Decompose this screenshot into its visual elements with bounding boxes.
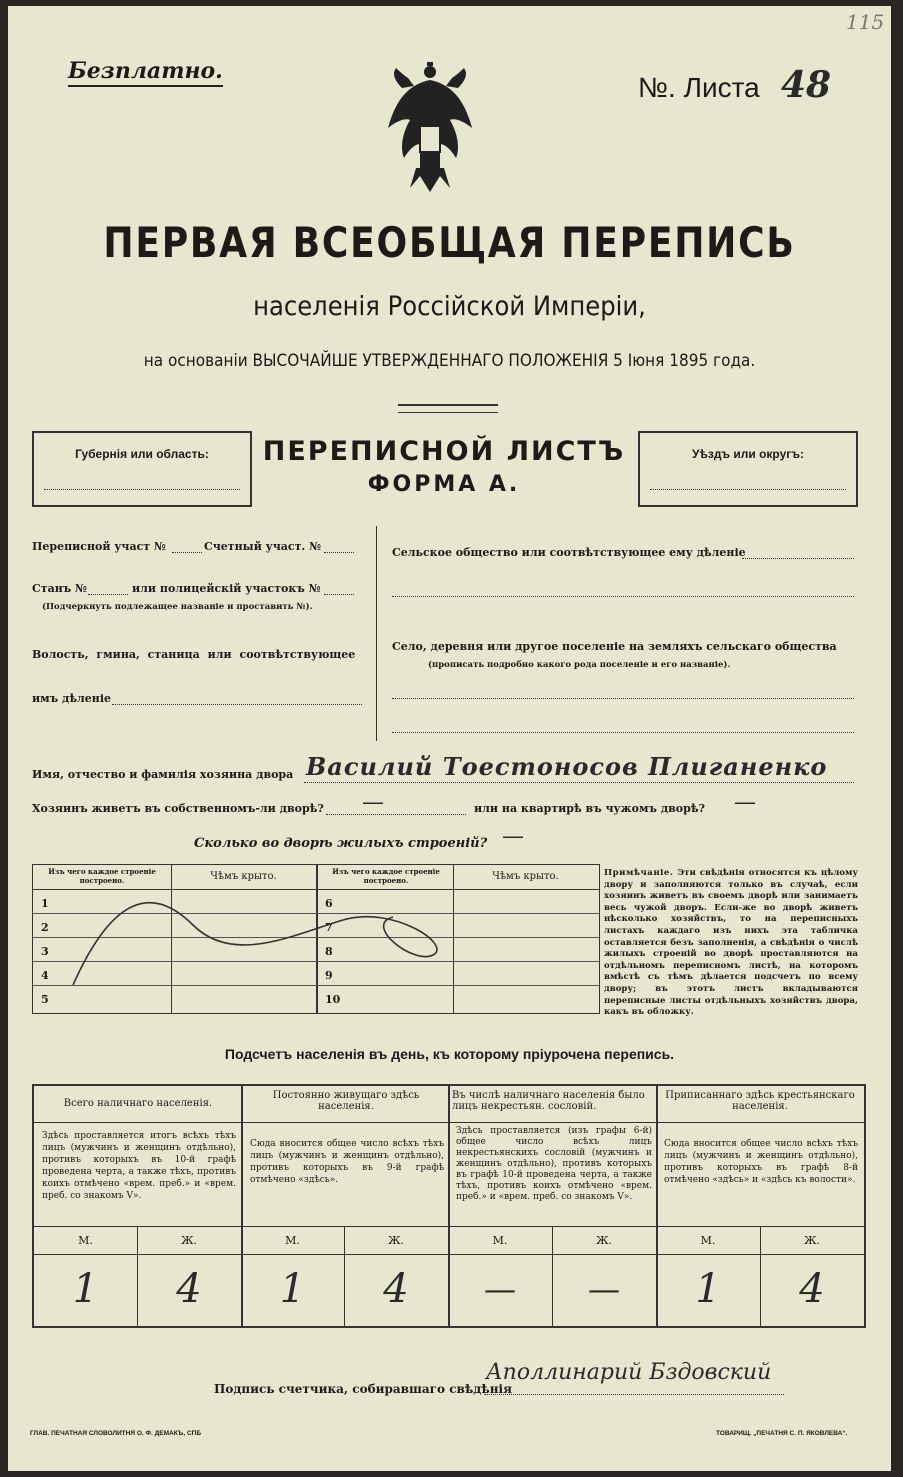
count-table (32, 1084, 866, 1328)
uezd-box (638, 431, 858, 507)
buildings-note-text: Эти свѣдѣнія относятся къ цѣлому двору и заполняются только въ случаѣ, если хозяинъ живетъ въ своемъ дворѣ или занимаетъ весь чужой дворъ. Если-же во дворѣ живетъ нѣсколько хозяйствъ, то на переписныхъ листахъ каждаго изъ нихъ эта табличка оставляется безъ заполненія, а свѣдѣнія о числѣ жилыхъ строеній во дворѣ проставляются на отдѣльномъ переписномъ листѣ, на которомъ вмѣстѣ съ тѣмъ дѣлается подсчетъ по всему двору; въ этотъ листъ вкладываются переписные листы отдѣльныхъ хозяйствъ двора, какъ въ обложку. (604, 868, 859, 1018)
count-col3-m-head: М. (492, 1234, 508, 1247)
count-col1-zh-head: Ж. (181, 1234, 197, 1247)
stan-note: (Подчеркнуть подлежащее названіе и проставить №). (42, 602, 313, 612)
police-label: или полицейскій участокъ № (132, 582, 321, 595)
uezd-field[interactable] (650, 489, 846, 490)
buildings-row-num: 10 (325, 993, 341, 1006)
uchast-field[interactable] (172, 552, 202, 553)
count-col1-zh-value[interactable]: 4 (176, 1266, 202, 1312)
own-yard-label: Хозяинъ живетъ въ собственномъ-ли дворѣ? (32, 802, 324, 815)
owner-label: Имя, отчество и фамилія хозяина двора (32, 768, 294, 781)
schet-field[interactable] (324, 552, 354, 553)
count-col3-zh-value[interactable]: — (588, 1270, 620, 1308)
buildings-col2-head-right: Чѣмъ крыто. (492, 871, 559, 882)
form-legal-basis: на основаніи ВЫСОЧАЙШЕ УТВЕРЖДЕННАГО ПОЛОЖЕНІЯ 5 Іюня 1895 года. (143, 351, 756, 371)
count-col2-zh-value[interactable]: 4 (383, 1266, 409, 1312)
buildings-row-num: 1 (41, 897, 49, 910)
count-col4-desc: Сюда вносится общее число всѣхъ тѣхъ лицъ (мужчинъ и женщинъ отдѣльно), противъ которыхъ въ графѣ 8-й отмѣчено «здѣсь» и «здѣсь къ волости». (664, 1139, 858, 1185)
buildings-row-num: 8 (325, 945, 333, 958)
buildings-table (32, 864, 600, 1014)
count-col4-m-head: М. (700, 1234, 716, 1247)
buildings-note (604, 868, 858, 1019)
form-main-title: ПЕРВАЯ ВСЕОБЩАЯ ПЕРЕПИСЬ (103, 218, 796, 267)
count-col3-m-value[interactable]: — (484, 1270, 516, 1308)
buildings-value[interactable]: — (502, 824, 524, 849)
cross-out-stroke (33, 865, 599, 1013)
count-col2-head: Постоянно живущаго здѣсь населенія. (272, 1090, 420, 1112)
volost-label-2: имъ дѣленіе (32, 692, 112, 705)
selskoe-label: Сельское общество или соотвѣтствующее ему дѣленіе (392, 546, 746, 559)
gubernia-label: Губернія или область: (75, 447, 209, 461)
volost-field[interactable] (112, 704, 362, 705)
owner-value[interactable]: Василий Тоестоносов Плиганенко (306, 752, 828, 781)
count-col1-desc: Здѣсь проставляется итогъ всѣхъ тѣхъ лицъ (мужчинъ и женщинъ отдѣльно), противъ которыхъ въ 10-й графѣ проведена черта, а также тѣхъ, противъ коихъ отмѣчено «врем. преб.» и «врем. преб. со знакомъ V». (42, 1131, 236, 1201)
buildings-row-num: 2 (41, 921, 49, 934)
corner-mark: 115 (846, 10, 885, 34)
location-divider (376, 526, 377, 741)
buildings-col1-head-right: Изъ чего каждое строеніе построено. (332, 867, 440, 885)
count-col3-zh-head: Ж. (596, 1234, 612, 1247)
count-col4-zh-value[interactable]: 4 (799, 1266, 825, 1312)
selskoe-field[interactable] (742, 558, 854, 559)
buildings-row-num: 3 (41, 945, 49, 958)
sheet-number-value: 48 (781, 64, 832, 106)
gubernia-box (32, 431, 252, 507)
count-col2-desc: Сюда вносится общее число всѣхъ тѣхъ лицъ (мужчинъ и женщинъ отдѣльно), противъ которыхъ въ 9-й графѣ отмѣчено «здѣсь». (250, 1139, 444, 1185)
free-label: Безплатно. (68, 58, 223, 87)
buildings-note-title: Примѣчаніе. (604, 868, 674, 878)
uezd-label: Уѣздъ или округъ: (691, 447, 805, 461)
buildings-row-num: 6 (325, 897, 333, 910)
rent-label: или на квартирѣ въ чужомъ дворѣ? (474, 802, 705, 815)
stan-field[interactable] (88, 594, 128, 595)
sheet-number-label: №. Листа (638, 72, 760, 103)
count-col4-zh-head: Ж. (804, 1234, 820, 1247)
stan-label: Станъ № (32, 582, 87, 595)
count-col3-desc: Здѣсь проставляется (изъ графы 6-й) общее число всѣхъ лицъ некрестьянскихъ сословій (мужчинъ и женщинъ отдѣльно), противъ которыхъ въ графѣ 10-й проведена черта, а также тѣхъ, противъ коихъ отмѣчено «врем. преб.» и «врем. преб. со знакомъ V». (456, 1126, 652, 1202)
buildings-row-num: 7 (325, 921, 333, 934)
volost-label: Волость, гмина, станица или соотвѣтствующее (32, 648, 356, 661)
own-yard-field (326, 814, 466, 815)
own-yard-value[interactable]: — (362, 790, 384, 815)
form-subtitle: населенія Россійской Имперіи, (253, 291, 646, 322)
count-col1-head: Всего наличнаго населенія. (63, 1098, 213, 1109)
rent-value[interactable]: — (734, 790, 756, 815)
buildings-col2-head: Чѣмъ крыто. (210, 871, 277, 882)
left-imprint: ГЛАВ. ПЕЧАТНАЯ СЛОВОЛИТНЯ О. Ф. ДЕМАКЪ, СПБ (30, 1430, 201, 1437)
buildings-row-num: 4 (41, 969, 49, 982)
gubernia-field[interactable] (44, 489, 240, 490)
right-imprint: ТОВАРИЩ. „ПЕЧАТНЯ С. П. ЯКОВЛЕВА“. (716, 1430, 848, 1437)
count-col3-head: Въ числѣ наличнаго населенія было лицъ некрестьян. сословій. (452, 1090, 645, 1112)
police-field[interactable] (324, 594, 354, 595)
selskoe-field-2[interactable] (392, 596, 854, 597)
buildings-row-num: 5 (41, 993, 49, 1006)
count-col2-m-value[interactable]: 1 (279, 1266, 306, 1312)
selo-label: Село, деревня или другое поселеніе на земляхъ сельскаго общества (392, 640, 837, 653)
signature-label: Подпись счетчика, собиравшаго свѣдѣнія (214, 1382, 512, 1396)
schet-label: Счетный участ. № (204, 540, 322, 553)
buildings-label: Сколько во дворѣ жилыхъ строеній? (194, 836, 488, 851)
signature-value[interactable]: Аполлинарий Бздовский (486, 1360, 772, 1385)
uchast-label: Переписной участ № (32, 540, 166, 553)
count-col1-m-value[interactable]: 1 (72, 1266, 99, 1312)
buildings-col1-head: Изъ чего каждое строеніе построено. (48, 867, 156, 885)
form-type-label: ФОРМА А. (367, 472, 521, 497)
selo-field[interactable] (392, 698, 854, 699)
double-headed-eagle-emblem (380, 58, 480, 198)
buildings-row-num: 9 (325, 969, 333, 982)
census-form-page (8, 6, 891, 1471)
selo-field-2[interactable] (392, 732, 854, 733)
ornament-divider (398, 404, 498, 413)
list-title: ПЕРЕПИСНОЙ ЛИСТЪ (262, 436, 626, 467)
count-col1-m-head: М. (78, 1234, 93, 1247)
owner-field (304, 782, 854, 783)
count-col4-m-value[interactable]: 1 (695, 1266, 721, 1312)
count-col2-m-head: М. (285, 1234, 300, 1247)
count-title: Подсчетъ населенія въ день, къ которому пріурочена перепись. (224, 1046, 675, 1062)
count-col2-zh-head: Ж. (388, 1234, 404, 1247)
count-col4-head: Приписаннаго здѣсь крестьянскаго населенія. (665, 1090, 855, 1112)
signature-field (484, 1394, 784, 1395)
selo-note: (прописать подробно какого рода поселеніе и его названіе). (428, 660, 731, 670)
